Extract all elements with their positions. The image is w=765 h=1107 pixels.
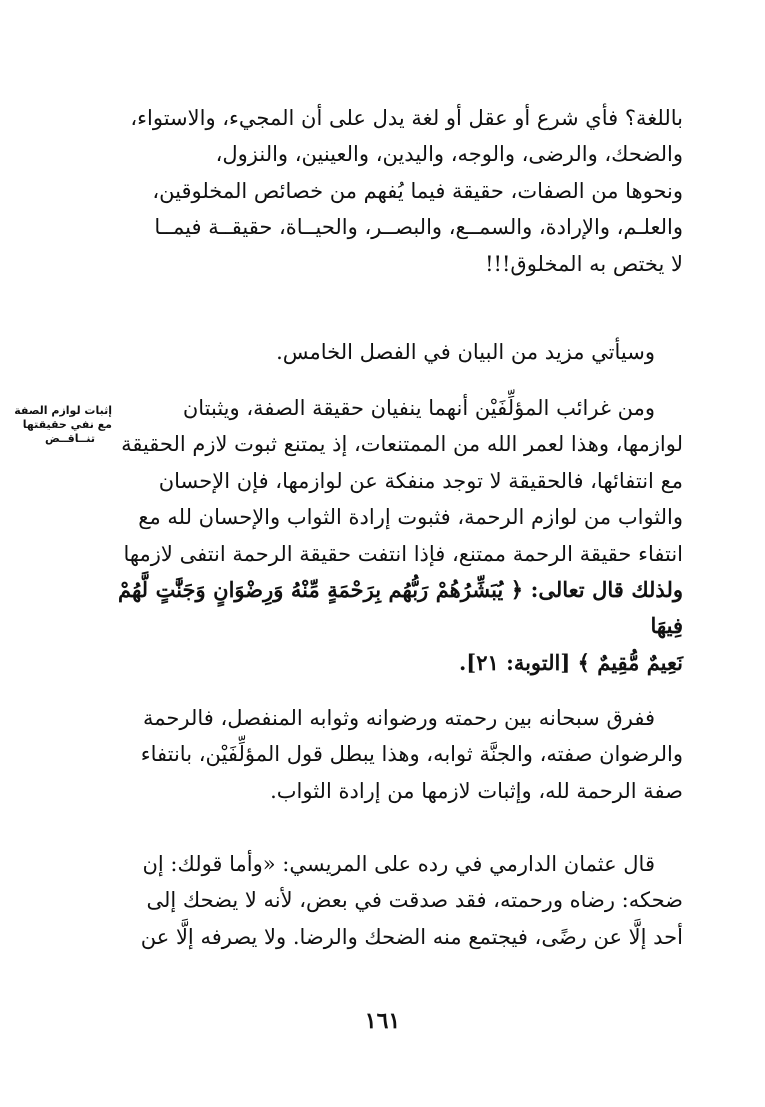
text-line: أحد إلَّا عن رضًى، فيجتمع منه الضحك والرضا. ولا يصرفه إلَّا عن xyxy=(140,924,683,949)
paragraph-4 xyxy=(118,700,683,809)
text-line: لا يختص به المخلوق!!! xyxy=(485,251,683,276)
text-line: صفة الرحمة لله، وإثبات لازمها من إرادة الثواب. xyxy=(270,778,683,803)
paragraph-5 xyxy=(118,846,683,955)
margin-note xyxy=(14,404,112,446)
margin-note-line: مع نفي حقيقتها xyxy=(22,418,112,431)
paragraph-2 xyxy=(118,334,683,370)
text-line: والضحك، والرضى، والوجه، واليدين، والعينين، والنزول، xyxy=(215,142,683,167)
quran-verse-line: نَعِيمٌ مُّقِيمٌ ﴾ [التوبة: ٢١]. xyxy=(458,649,683,675)
text-line: وسيأتي مزيد من البيان في الفصل الخامس. xyxy=(276,340,655,364)
text-line: باللغة؟ فأي شرع أو عقل أو لغة يدل على أن المجيء، والاستواء، xyxy=(130,106,683,130)
text-line: والرضوان صفته، والجنَّة ثوابه، وهذا يبطل قول المؤلِّفَيْن، بانتفاء xyxy=(140,742,683,767)
text-line: ضحكه: رضاه ورحمته، فقد صدقت في بعض، لأنه لا يضحك إلى xyxy=(146,888,683,913)
margin-note-line: تنــاقــض xyxy=(45,432,95,445)
text-line: لوازمها، وهذا لعمر الله من الممتنعات، إذ يمتنع ثبوت لازم الحقيقة xyxy=(121,432,683,457)
text-line: ومن غرائب المؤلِّفَيْن أنهما ينفيان حقيقة الصفة، ويثبتان xyxy=(182,396,655,420)
text-line: والثواب من لوازم الرحمة، فثبوت إرادة الثواب والإحسان لله مع xyxy=(138,505,683,530)
page-number: ١٦١ xyxy=(364,1008,401,1034)
text-line: انتفاء حقيقة الرحمة ممتنع، فإذا انتفت حقيقة الرحمة انتفى لازمها xyxy=(123,541,683,566)
paragraph-3 xyxy=(118,390,683,681)
text-line: مع انتفائها، فالحقيقة لا توجد منفكة عن لوازمها، فإن الإحسان xyxy=(158,468,683,493)
text-line: قال عثمان الدارمي في رده على المريسي: «وأما قولك: إن xyxy=(142,852,655,876)
paragraph-1 xyxy=(118,100,683,282)
margin-note-line: إثبات لوازم الصفة xyxy=(14,404,112,417)
quran-verse-line: ولذلك قال تعالى: ﴿ يُبَشِّرُهُمْ رَبُّهُم بِرَحْمَةٍ مِّنْهُ وَرِضْوَانٍ وَجَنَّٰتٍ لَّهُمْ فِيهَا xyxy=(118,577,683,639)
text-line: ونحوها من الصفات، حقيقة فيما يُفهم من خصائص المخلوقين، xyxy=(152,178,683,203)
text-line: والعلـم، والإرادة، والسمــع، والبصــر، والحيــاة، حقيقــة فيمــا xyxy=(154,215,683,240)
text-line: ففرق سبحانه بين رحمته ورضوانه وثوابه المنفصل، فالرحمة xyxy=(143,706,655,730)
